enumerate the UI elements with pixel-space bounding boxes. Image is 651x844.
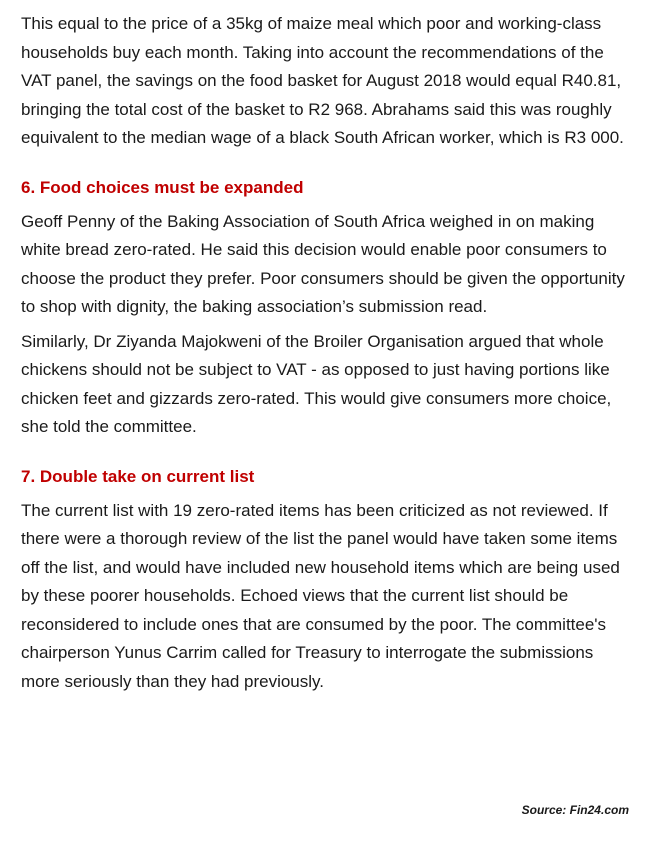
section-7-paragraph-1: The current list with 19 zero-rated items has been criticized as not reviewed. If there were a thorough review of the list the panel would have taken some items off the list, and would have included new household items which are being used by these poorer households. Echoed views that the current list should be reconsidered to include ones that are consumed by the poor. The committee's chairperson Yunus Carrim called for Treasury to interrogate the submissions more seriously than they had previously.	[21, 500, 620, 691]
section-6-heading: 6. Food choices must be expanded	[21, 177, 304, 197]
spacer	[21, 153, 633, 174]
article-body	[21, 10, 633, 696]
section-6-paragraph-1: Geoff Penny of the Baking Association of South Africa weighed in on making white bread zero-rated. He said this decision would enable poor consumers to choose the product they prefer. Poor consumers should be given the opportunity to shop with dignity, the baking association’s submission read.	[21, 211, 625, 316]
spacer	[21, 442, 633, 463]
intro-paragraph: This equal to the price of a 35kg of maize meal which poor and working-class households buy each month. Taking into account the recommendations of the VAT panel, the savings on the food basket for August 2018 would equal R40.81, bringing the total cost of the basket to R2 968. Abrahams said this was roughly equivalent to the median wage of a black South African worker, which is R3 000.	[21, 14, 624, 147]
section-6-paragraph-2: Similarly, Dr Ziyanda Majokweni of the Broiler Organisation argued that whole chickens should not be subject to VAT - as opposed to just having portions like chicken feet and gizzards zero-rated. This would give consumers more choice, she told the committee.	[21, 331, 612, 436]
section-7-heading: 7. Double take on current list	[21, 466, 255, 486]
source-credit: Source: Fin24.com	[521, 803, 629, 817]
